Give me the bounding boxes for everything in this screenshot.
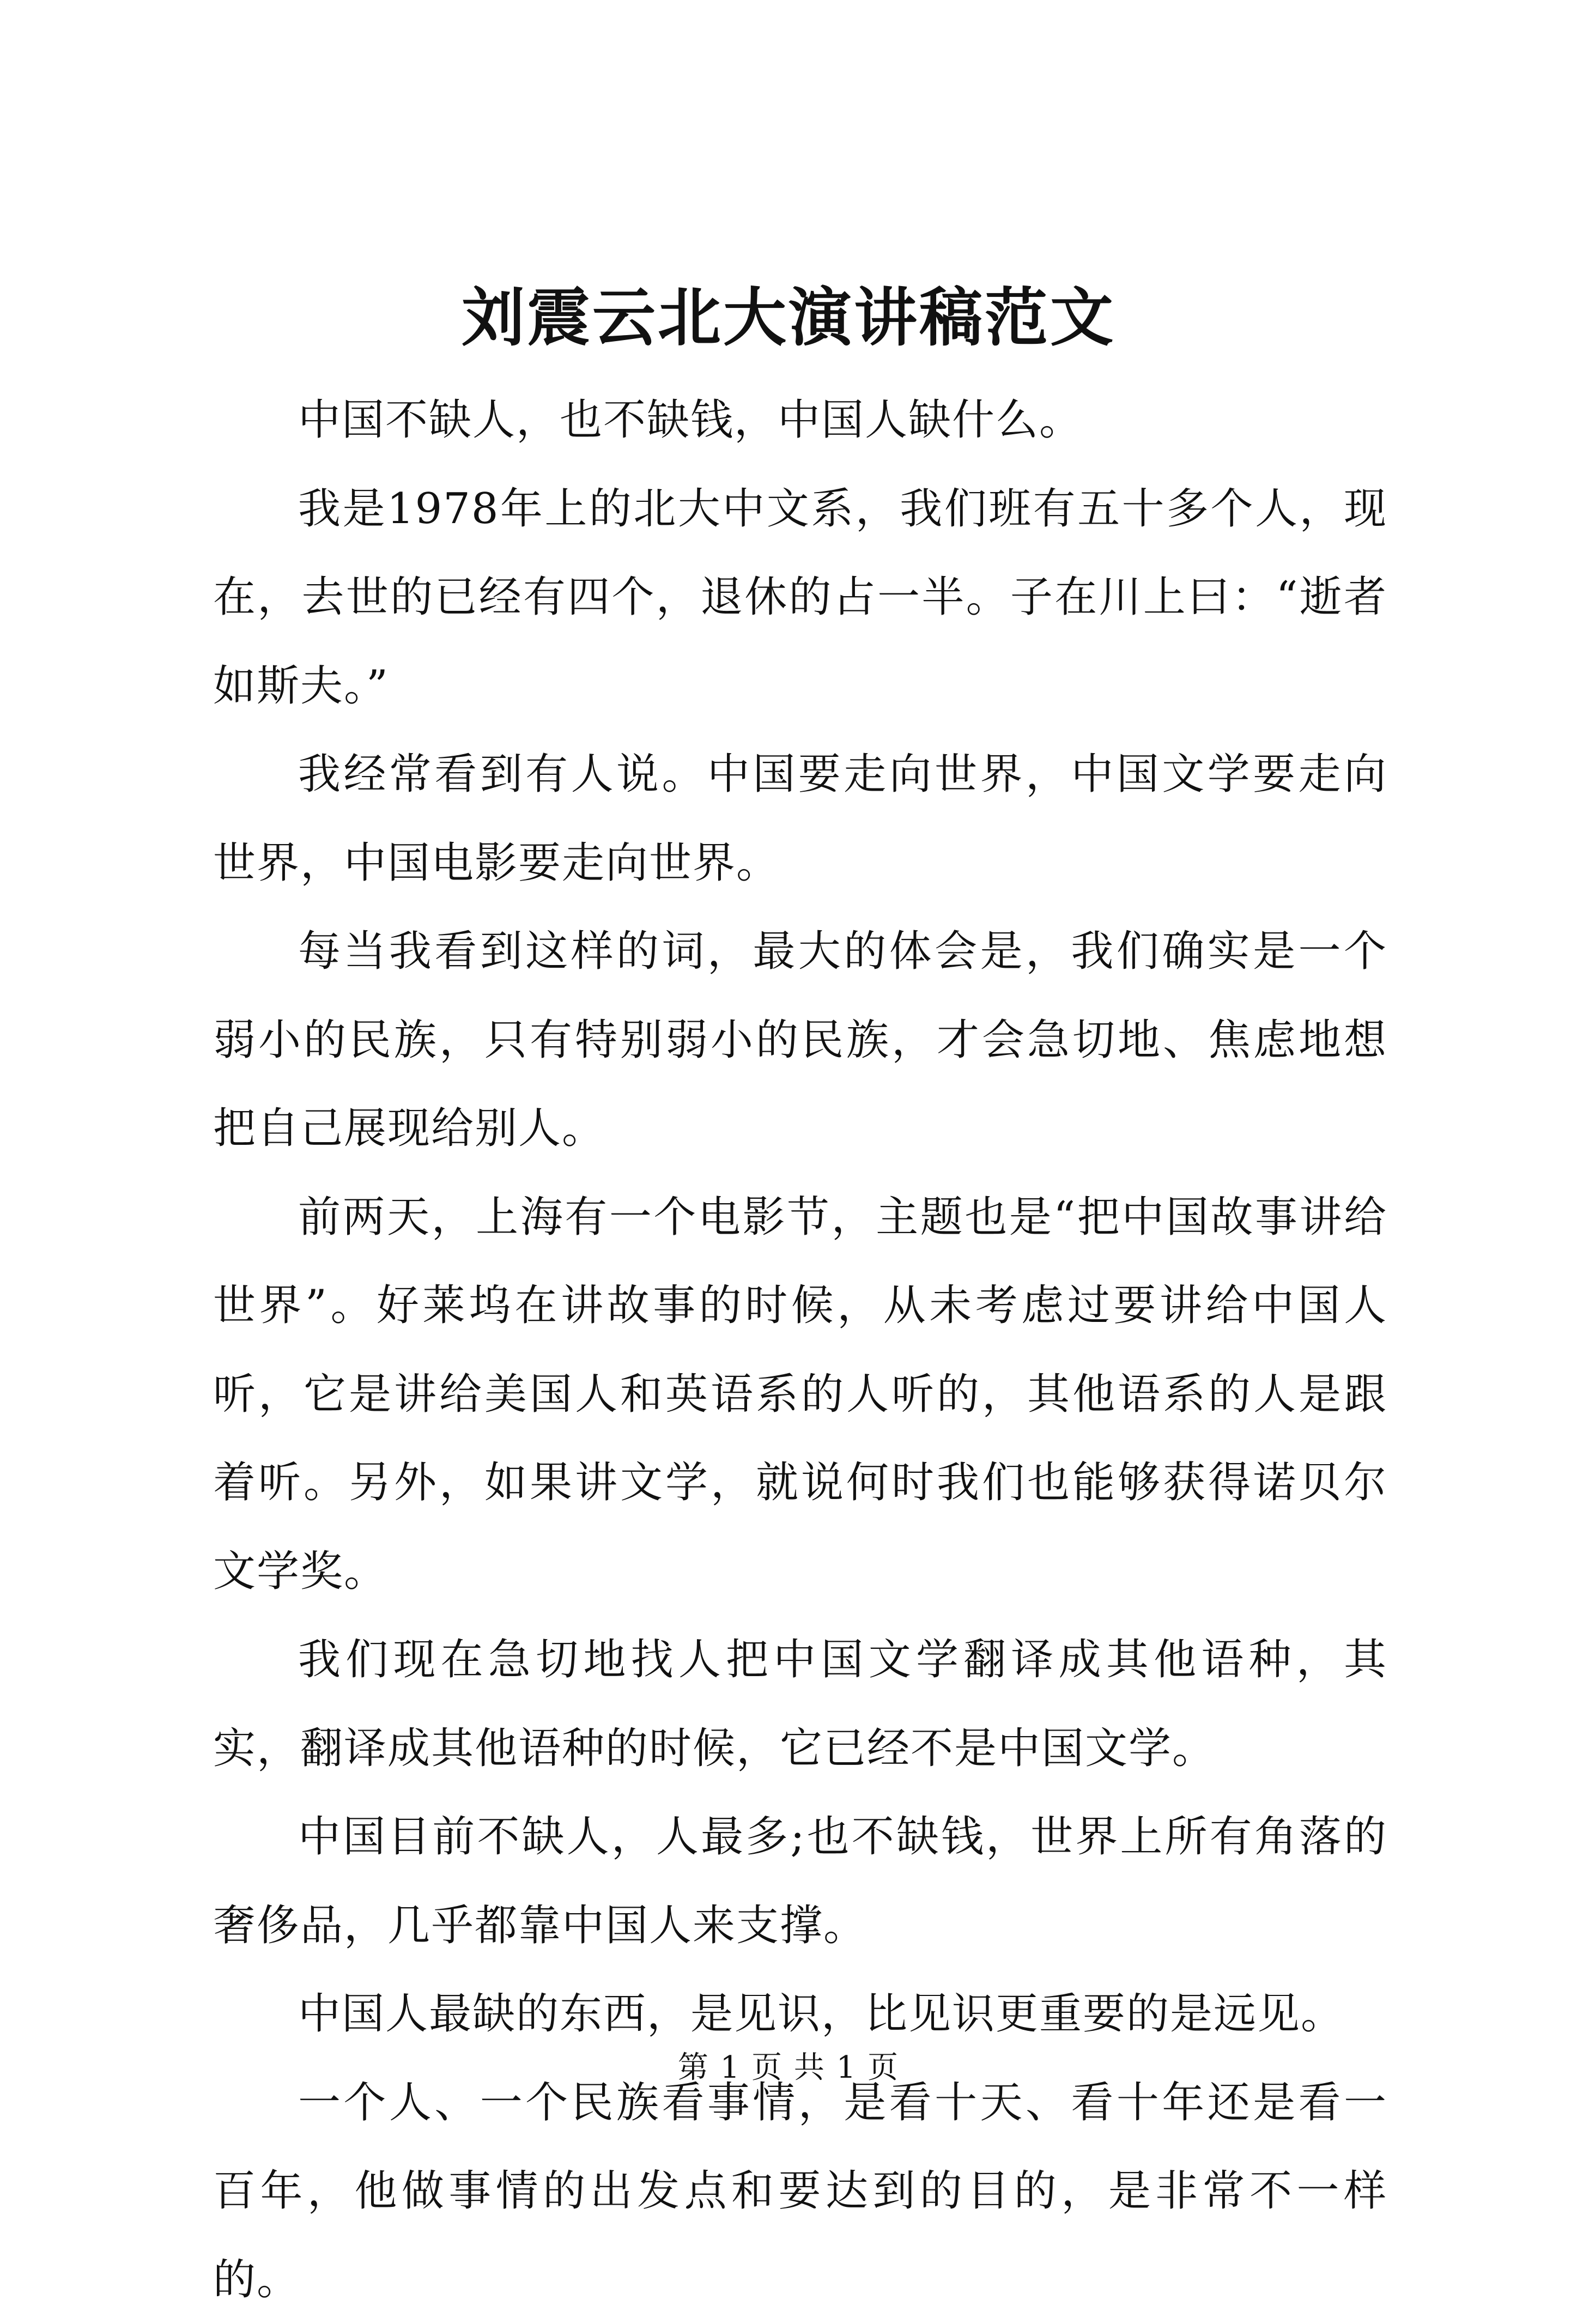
paragraph: 我经常看到有人说。中国要走向世界，中国文学要走向世界，中国电影要走向世界。 (213, 730, 1387, 907)
paragraph: 我是1978年上的北大中文系，我们班有五十多个人，现在，去世的已经有四个，退休的占一半。子在川上曰：“逝者如斯夫。” (213, 465, 1387, 731)
document-title: 刘震云北大演讲稿范文 (0, 277, 1577, 359)
paragraph: 我们现在急切地找人把中国文学翻译成其他语种，其实，翻译成其他语种的时候，它已经不是中国文学。 (213, 1616, 1387, 1793)
paragraph: 中国不缺人，也不缺钱，中国人缺什么。 (213, 376, 1387, 465)
page-footer: 第 1 页 共 1 页 (0, 2046, 1577, 2090)
paragraph: 中国目前不缺人，人最多;也不缺钱，世界上所有角落的奢侈品，几乎都靠中国人来支撑。 (213, 1793, 1387, 1970)
document-body (213, 376, 1387, 2324)
paragraph: 一个人、一个民族看事情，是看十天、看十年还是看一百年，他做事情的出发点和要达到的目的，是非常不一样的。 (213, 2059, 1387, 2324)
paragraph: 每当我看到这样的词，最大的体会是，我们确实是一个弱小的民族，只有特别弱小的民族，才会急切地、焦虑地想把自己展现给别人。 (213, 907, 1387, 1173)
paragraph: 前两天，上海有一个电影节，主题也是“把中国故事讲给世界”。好莱坞在讲故事的时候，从未考虑过要讲给中国人听，它是讲给美国人和英语系的人听的，其他语系的人是跟着听。另外，如果讲文学，就说何时我们也能够获得诺贝尔文学奖。 (213, 1173, 1387, 1616)
paragraph: 中国人最缺的东西，是见识，比见识更重要的是远见。 (213, 1970, 1387, 2059)
